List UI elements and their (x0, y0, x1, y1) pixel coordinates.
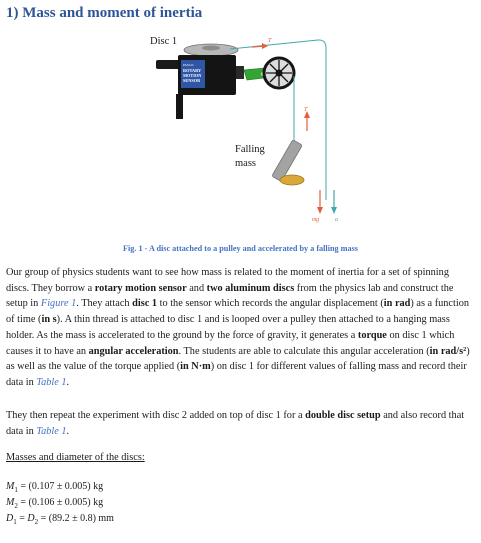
weight-label: mg (312, 217, 320, 223)
paragraph-double-disc: They then repeat the experiment with disc 2 added on top of disc 1 for a double disc setup and also record that data in Table 1. (6, 410, 465, 437)
pulley-figure (0, 0, 481, 250)
tension-label-top: T (268, 38, 272, 44)
table-ref-2[interactable]: Table 1 (36, 425, 67, 437)
sensor-text-2: ROTARY (183, 68, 202, 73)
sensor-text-4: SENSOR (183, 78, 201, 83)
sensor-text-1: PASCO (183, 63, 194, 67)
disc-label: Disc 1 (150, 36, 178, 47)
tension-label-side: T (304, 107, 308, 113)
stand-rod (176, 94, 183, 119)
table-ref[interactable]: Table 1 (36, 376, 67, 388)
section-title: 1) Mass and moment of inertia (6, 5, 203, 21)
weight-arrow-head (317, 207, 323, 214)
equation-m1: $M_1 = (0.107 \pm 0.005)$ kg (6, 481, 104, 494)
falling-mass-label-2: mass (235, 158, 256, 169)
accel-arrow-head (331, 207, 337, 214)
falling-mass-label-1: Falling (235, 144, 265, 155)
equation-m2: $M_2 = (0.106 \pm 0.005)$ kg (6, 497, 104, 510)
figure-ref[interactable]: Figure 1 (40, 298, 77, 310)
paragraph-setup: Our group of physics students want to see how mass is related to the moment of inertia for a set of spinning discs. They borrow a rotary motion sensor and two aluminum discs from the physics lab and construct the setup in Figure 1. They attach disc 1 to the sensor which records the angular displacement (in rad) as a function of time (in s). A thin thread is attached to disc 1 and is looped over a pulley then attached to a hanging mass holder. As the mass is accelerated to the ground by the force of gravity, it generates a torque on disc 1 which causes it to have an angular acceleration. The students are able to calculate this angular acceleration (in rad/s²) as well as the value of the torque applied (in N·m) on disc 1 for different values of falling mass and record their data in Table 1. (6, 267, 470, 388)
accel-label: a (335, 217, 338, 223)
sensor-text-3: MOTION (183, 73, 202, 78)
sensor-knob (236, 66, 244, 79)
figure-caption: Fig. 1 - A disc attached to a pulley and accelerated by a falling mass (123, 244, 358, 253)
masses-heading: Masses and diameter of the discs: (6, 452, 145, 463)
mass-holder-base (280, 175, 304, 185)
equation-diameter: $D_1 = D_2 = (89.2 \pm 0.8)$ mm (6, 513, 114, 526)
pulley-hub (276, 70, 283, 77)
disc-hub (202, 46, 220, 51)
